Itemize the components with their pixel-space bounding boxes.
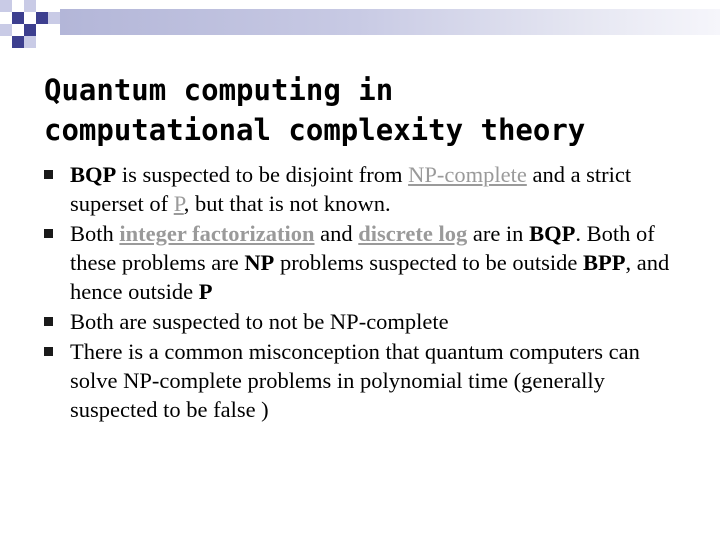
deco-square <box>24 12 36 24</box>
bullet-text: . Both of these problems are <box>70 221 655 275</box>
bullet-text: Both are suspected to not be NP-complete <box>70 309 449 334</box>
deco-square <box>24 24 36 36</box>
link-discrete-log[interactable]: discrete log <box>358 221 468 246</box>
title-line-2: computational complexity theory <box>44 113 586 147</box>
deco-square <box>0 12 12 24</box>
deco-square <box>24 36 36 48</box>
bullet-item <box>44 307 684 336</box>
link-p[interactable]: P <box>173 191 184 216</box>
bullet-item <box>44 219 684 306</box>
term-bpp: BPP <box>583 250 626 275</box>
bullet-text: are in <box>467 221 530 246</box>
bullet-text: , and hence outside <box>70 250 670 304</box>
bullet-text: and a strict superset of <box>70 162 632 216</box>
term-bqp: BQP <box>529 221 576 246</box>
deco-square <box>12 24 24 36</box>
bullet-item <box>44 160 684 218</box>
square-bullet-icon <box>44 229 53 238</box>
link-integer-factorization[interactable]: integer factorization <box>119 221 315 246</box>
bullet-text: Both <box>70 221 120 246</box>
bullet-text: is suspected to be disjoint from <box>116 162 409 187</box>
deco-square <box>12 0 24 12</box>
bullet-text: There is a common misconception that quantum computers can solve NP-complete problems in polynomial time (generally suspected to be false ) <box>70 339 640 422</box>
square-bullet-icon <box>44 317 53 326</box>
bullet-text: problems suspected to be outside <box>274 250 584 275</box>
deco-square <box>0 24 12 36</box>
bullet-text: , but that is not known. <box>183 191 391 216</box>
deco-square <box>12 12 24 24</box>
link-np-complete[interactable]: NP-complete <box>408 162 527 187</box>
bullet-list <box>44 160 684 425</box>
deco-square <box>0 0 12 12</box>
deco-square <box>36 24 48 36</box>
term-np: NP <box>244 250 275 275</box>
term-bqp: BQP <box>70 162 117 187</box>
bullet-text: and <box>314 221 359 246</box>
deco-square <box>36 0 48 12</box>
square-bullet-icon <box>44 170 53 179</box>
slide-title <box>44 70 684 150</box>
term-p: P <box>198 279 213 304</box>
square-bullet-icon <box>44 347 53 356</box>
deco-square <box>24 0 36 12</box>
bullet-item <box>44 337 684 424</box>
top-gradient-band <box>60 9 720 35</box>
deco-square <box>12 36 24 48</box>
deco-square <box>48 12 60 24</box>
deco-square <box>36 12 48 24</box>
title-line-1: Quantum computing in <box>44 73 394 107</box>
